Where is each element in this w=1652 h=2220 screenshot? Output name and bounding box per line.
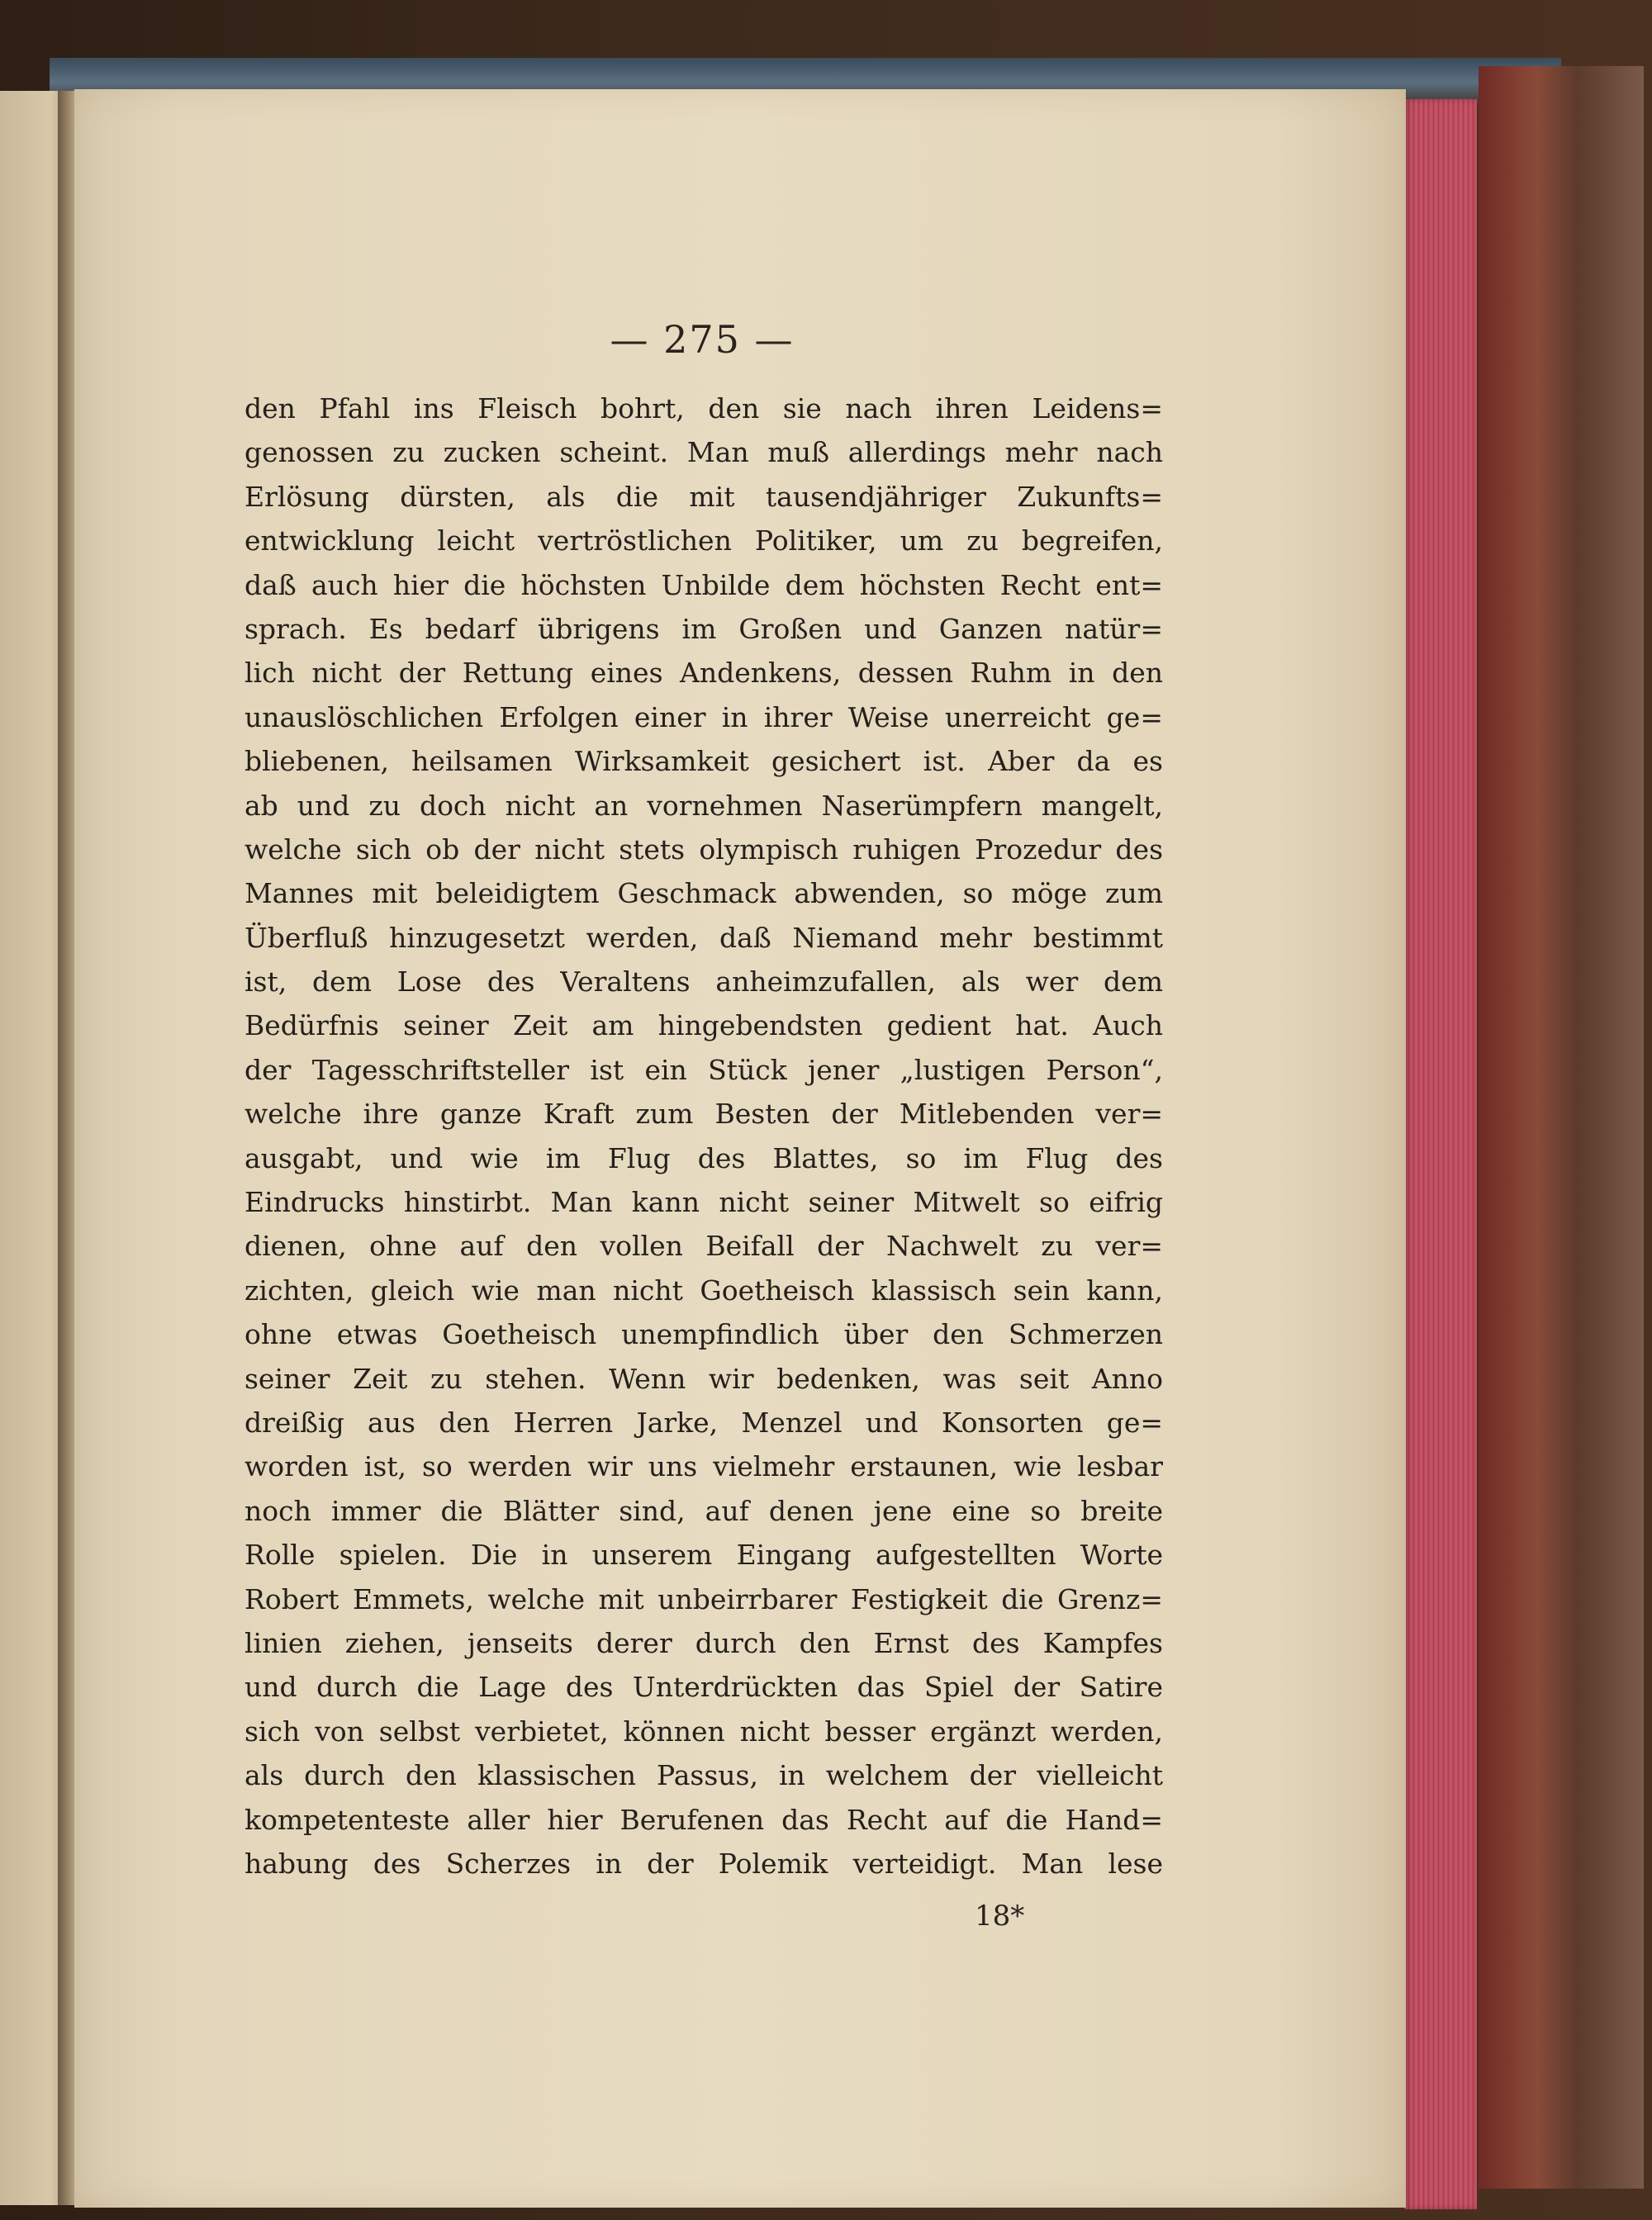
- text-line: welche sich ob der nicht stets olympisch ruhigen Prozedur des: [244, 832, 1163, 866]
- text-line: Rolle spielen. Die in unserem Eingang aufgestellten Worte: [244, 1539, 1163, 1572]
- text-line: kompetenteste aller hier Berufenen das Recht auf die Hand=: [244, 1803, 1163, 1836]
- page-number: — 275 —: [610, 317, 795, 362]
- signature-mark: 18*: [975, 1900, 1025, 1933]
- text-line: Robert Emmets, welche mit unbeirrbarer Festigkeit die Grenz=: [244, 1582, 1163, 1615]
- red-page-edges: [1404, 99, 1477, 2209]
- text-line: linien ziehen, jenseits derer durch den Ernst des Kampfes: [244, 1626, 1163, 1659]
- text-line: sich von selbst verbietet, können nicht besser ergänzt werden,: [244, 1715, 1163, 1748]
- text-line: worden ist, so werden wir uns vielmehr erstaunen, wie lesbar: [244, 1450, 1163, 1483]
- text-line: ausgabt, und wie im Flug des Blattes, so im Flug des: [244, 1141, 1163, 1174]
- text-line: Erlösung dürsten, als die mit tausendjähriger Zukunfts=: [244, 480, 1163, 513]
- text-line: unauslöschlichen Erfolgen einer in ihrer Weise unerreicht ge=: [244, 700, 1163, 733]
- text-line: dienen, ohne auf den vollen Beifall der Nachwelt zu ver=: [244, 1230, 1163, 1263]
- text-line: habung des Scherzes in der Polemik verteidigt. Man lese: [244, 1847, 1163, 1880]
- text-line: seiner Zeit zu stehen. Wenn wir bedenken, was seit Anno: [244, 1362, 1163, 1395]
- text-line: den Pfahl ins Fleisch bohrt, den sie nach ihren Leidens=: [244, 392, 1163, 425]
- text-line: der Tagesschriftsteller ist ein Stück jener „lustigen Person“,: [244, 1053, 1163, 1086]
- text-line: entwicklung leicht vertröstlichen Politiker, um zu begreifen,: [244, 524, 1163, 557]
- text-line: dreißig aus den Herren Jarke, Menzel und Konsorten ge=: [244, 1406, 1163, 1439]
- text-line: daß auch hier die höchsten Unbilde dem höchsten Recht ent=: [244, 568, 1163, 601]
- text-line: ab und zu doch nicht an vornehmen Naserümpfern mangelt,: [244, 789, 1163, 822]
- text-line: Überfluß hinzugesetzt werden, daß Niemand mehr bestimmt: [244, 921, 1163, 954]
- text-line: und durch die Lage des Unterdrückten das Spiel der Satire: [244, 1671, 1163, 1704]
- text-line: noch immer die Blätter sind, auf denen jene eine so breite: [244, 1494, 1163, 1527]
- text-line: zichten, gleich wie man nicht Goetheisch klassisch sein kann,: [244, 1274, 1163, 1307]
- book-cover-right-edge: [1479, 66, 1644, 2189]
- text-line: sprach. Es bedarf übrigens im Großen und Ganzen natür=: [244, 612, 1163, 645]
- text-line: ist, dem Lose des Veraltens anheimzufallen, als wer dem: [244, 965, 1163, 999]
- text-line: bliebenen, heilsamen Wirksamkeit gesichert ist. Aber da es: [244, 745, 1163, 778]
- text-line: genossen zu zucken scheint. Man muß allerdings mehr nach: [244, 436, 1163, 469]
- text-line: ohne etwas Goetheisch unempfindlich über den Schmerzen: [244, 1318, 1163, 1351]
- text-line: lich nicht der Rettung eines Andenkens, dessen Ruhm in den: [244, 657, 1163, 690]
- text-line: Mannes mit beleidigtem Geschmack abwenden, so möge zum: [244, 877, 1163, 910]
- text-line: Bedürfnis seiner Zeit am hingebendsten gedient hat. Auch: [244, 1009, 1163, 1042]
- body-text: [244, 387, 1163, 1898]
- text-line: als durch den klassischen Passus, in welchem der vielleicht: [244, 1759, 1163, 1792]
- text-line: Eindrucks hinstirbt. Man kann nicht seiner Mitwelt so eifrig: [244, 1186, 1163, 1219]
- text-line: welche ihre ganze Kraft zum Besten der Mitlebenden ver=: [244, 1098, 1163, 1131]
